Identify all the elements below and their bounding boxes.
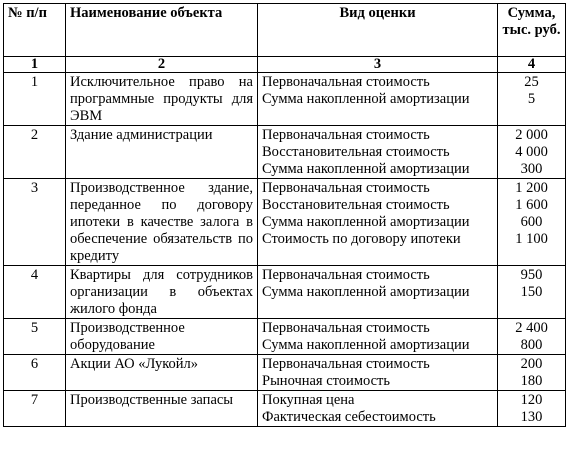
valuation-kind: Фактическая себестоимость	[262, 409, 436, 425]
amounts	[498, 126, 566, 179]
amount-value: 1 200	[515, 180, 548, 196]
amount-value: 600	[520, 214, 543, 230]
amount-value: 200	[520, 356, 543, 372]
valuation-kind: Первоначальная стоимость	[262, 356, 430, 372]
valuation-kinds	[258, 391, 498, 427]
amounts	[498, 266, 566, 319]
column-number: 2	[66, 57, 258, 73]
amounts	[498, 73, 566, 126]
table-row	[4, 319, 566, 355]
valuation-kinds	[258, 179, 498, 266]
table-row	[4, 391, 566, 427]
valuation-kind: Первоначальная стоимость	[262, 267, 430, 283]
amount-value: 1 100	[515, 231, 548, 247]
row-number: 2	[4, 126, 66, 179]
amounts	[498, 391, 566, 427]
valuation-kind: Покупная цена	[262, 392, 355, 408]
object-name: Акции АО «Лукойл»	[66, 355, 258, 391]
valuation-kinds	[258, 319, 498, 355]
amount-value: 800	[520, 337, 543, 353]
table-row	[4, 179, 566, 266]
table-row	[4, 355, 566, 391]
column-number: 4	[498, 57, 566, 73]
assets-valuation-table	[3, 3, 566, 427]
valuation-kind: Первоначальная стоимость	[262, 74, 430, 90]
amount-value: 180	[520, 373, 543, 389]
valuation-kind: Сумма накопленной амортизации	[262, 337, 470, 353]
valuation-kind: Стоимость по договору ипотеки	[262, 231, 461, 247]
header-row	[4, 4, 566, 57]
valuation-kind: Сумма накопленной амортизации	[262, 91, 470, 107]
column-numbers-row	[4, 57, 566, 73]
object-name: Производственное здание, переданное по договору ипотеки в качестве залога в обеспечение обязательств по кредиту	[66, 179, 258, 266]
valuation-kinds	[258, 73, 498, 126]
row-number: 1	[4, 73, 66, 126]
header-num: № п/п	[4, 4, 66, 57]
amount-value: 2 400	[515, 320, 548, 336]
valuation-kind: Первоначальная стоимость	[262, 127, 430, 143]
amount-value: 4 000	[515, 144, 548, 160]
row-number: 3	[4, 179, 66, 266]
table-body	[4, 73, 566, 427]
amount-value: 130	[520, 409, 543, 425]
valuation-kind: Восстановительная стоимость	[262, 197, 450, 213]
valuation-kind: Восстановительная стоимость	[262, 144, 450, 160]
valuation-kinds	[258, 126, 498, 179]
valuation-kinds	[258, 266, 498, 319]
amount-value: 150	[520, 284, 543, 300]
valuation-kind: Сумма накопленной амортизации	[262, 214, 470, 230]
table-row	[4, 126, 566, 179]
object-name: Исключительное право на программные продукты для ЭВМ	[66, 73, 258, 126]
row-number: 7	[4, 391, 66, 427]
table-row	[4, 73, 566, 126]
column-number: 3	[258, 57, 498, 73]
object-name: Производственные запасы	[66, 391, 258, 427]
amount-value: 2 000	[515, 127, 548, 143]
amounts	[498, 355, 566, 391]
row-number: 6	[4, 355, 66, 391]
amount-value: 120	[520, 392, 543, 408]
amount-value: 300	[520, 161, 543, 177]
object-name: Квартиры для сотрудников организации в объектах жилого фонда	[66, 266, 258, 319]
header-kind: Вид оценки	[258, 4, 498, 57]
amount-value: 1 600	[515, 197, 548, 213]
valuation-kind: Рыночная стоимость	[262, 373, 390, 389]
amount-value: 25	[524, 74, 539, 90]
valuation-kind: Первоначальная стоимость	[262, 180, 430, 196]
table-row	[4, 266, 566, 319]
valuation-kind: Сумма накопленной амортизации	[262, 161, 470, 177]
object-name: Здание администрации	[66, 126, 258, 179]
object-name: Производственное оборудование	[66, 319, 258, 355]
amount-value: 950	[520, 267, 543, 283]
header-sum: Сумма, тыс. руб.	[498, 4, 566, 57]
row-number: 4	[4, 266, 66, 319]
row-number: 5	[4, 319, 66, 355]
column-number: 1	[4, 57, 66, 73]
amounts	[498, 319, 566, 355]
header-name: Наименование объекта	[66, 4, 258, 57]
valuation-kinds	[258, 355, 498, 391]
valuation-kind: Сумма накопленной амортизации	[262, 284, 470, 300]
valuation-kind: Первоначальная стоимость	[262, 320, 430, 336]
amount-value: 5	[527, 91, 536, 107]
amounts	[498, 179, 566, 266]
